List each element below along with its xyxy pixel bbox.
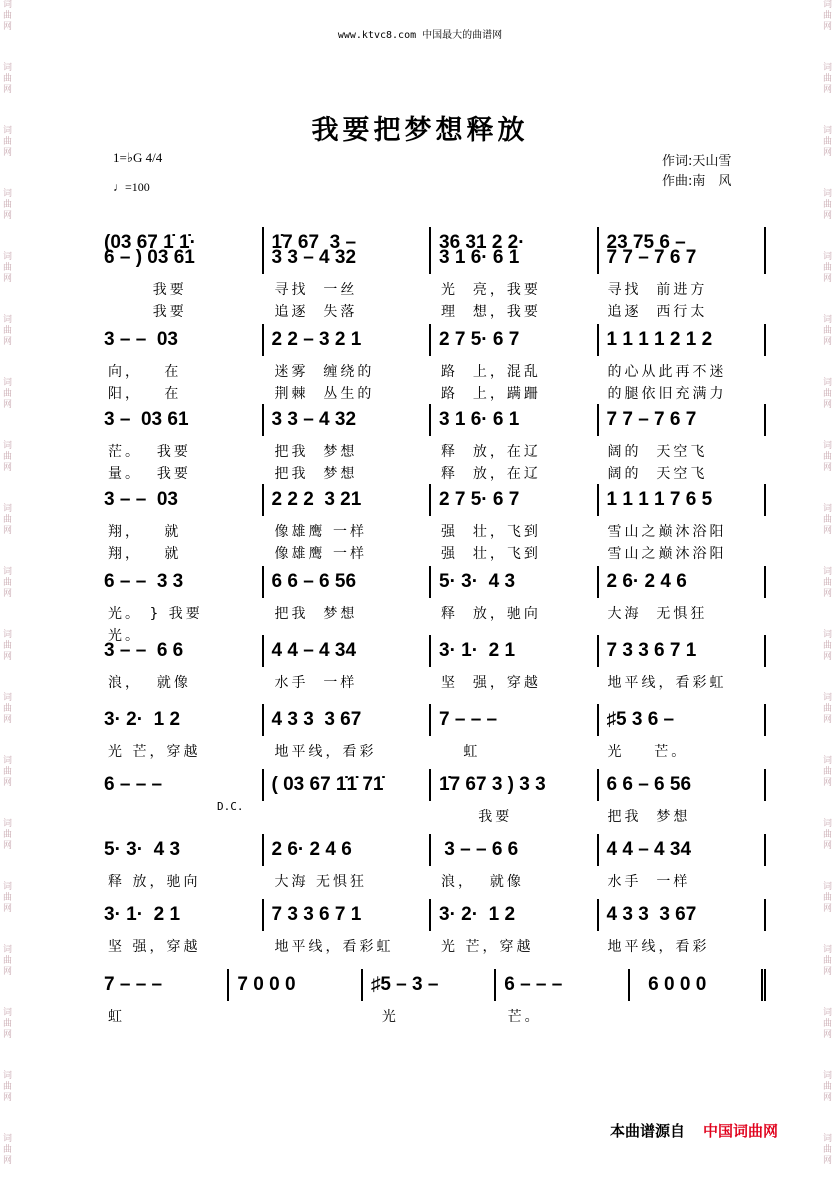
lyric-segment: 翔， 就 — [108, 546, 182, 562]
lyric-segment: 水手 一样 — [607, 874, 691, 890]
watermark-text: 词曲网 — [3, 189, 13, 221]
lyric-line — [100, 279, 766, 301]
watermark-text: 词曲网 — [3, 504, 13, 536]
watermark-text: 词曲网 — [823, 1071, 833, 1103]
measure: 7 3 3 6 7 1 — [599, 635, 767, 667]
lyric-segment: 的腿依旧充满力 — [607, 386, 727, 402]
measure: ( 03 67 1̇1̇ 71̇ — [264, 769, 432, 801]
watermark-text: 词曲网 — [3, 756, 13, 788]
lyric-segment: 的心从此再不迷 — [607, 364, 727, 380]
watermark-left — [3, 0, 17, 1197]
watermark-text: 词曲网 — [823, 819, 833, 851]
footer-source-label: 本曲谱源自 — [610, 1122, 686, 1140]
watermark-text: 词曲网 — [823, 252, 833, 284]
lyric-segment: 把我 梦想 — [274, 606, 358, 622]
watermark-text: 词曲网 — [823, 63, 833, 95]
watermark-text: 词曲网 — [3, 252, 13, 284]
music-system — [100, 636, 766, 694]
lyric-segment: 坚 强，穿越 — [441, 675, 541, 691]
lyric-segment: 把我 梦想 — [607, 809, 691, 825]
lyric-segment: 阔的 天空飞 — [607, 466, 708, 482]
music-system — [100, 243, 766, 323]
measure: 2 7 5· 6 7 — [431, 484, 599, 516]
measure: 6 6 – 6 56 — [599, 769, 767, 801]
lyric-segment: 地平线，看彩虹 — [274, 939, 394, 955]
lyric-segment: 坚 强，穿越 — [108, 939, 201, 955]
lyric-segment: 路 上，蹒跚 — [441, 386, 541, 402]
measure: 3 – – 03 — [100, 484, 264, 516]
lyric-segment: 光 — [374, 1009, 399, 1025]
music-system — [100, 485, 766, 565]
measure: 4 4 – 4 34 — [599, 834, 767, 866]
measure: 3 – – 03 — [100, 324, 264, 356]
site-header: www.ktvc8.com 中国最大的曲谱网 — [337, 30, 503, 41]
measure: 36 31 2 2· — [431, 227, 599, 259]
measure: 6 0 0 0 — [630, 969, 766, 1001]
lyric-line — [100, 521, 766, 543]
measure: 6 – – 3 3 — [100, 566, 264, 598]
lyric-segment: 把我 梦想 — [274, 466, 358, 482]
lyric-segment: 地平线，看彩虹 — [607, 675, 727, 691]
watermark-text: 词曲网 — [823, 378, 833, 410]
music-system — [100, 770, 766, 828]
lyric-segment: 理 想，我要 — [441, 304, 541, 320]
notes-row — [100, 900, 766, 930]
lyric-segment: 释 放，在辽 — [441, 466, 541, 482]
watermark-text: 词曲网 — [3, 819, 13, 851]
lyric-segment: 释 放，驰向 — [441, 606, 541, 622]
watermark-text: 词曲网 — [823, 1008, 833, 1040]
measure: 1 1 1 1 7 6 5 — [599, 484, 767, 516]
watermark-text: 词曲网 — [3, 1008, 13, 1040]
watermark-text: 词曲网 — [823, 0, 833, 32]
notes-row — [100, 970, 766, 1000]
lyricist: 作词:天山雪 — [662, 154, 732, 169]
watermark-text: 词曲网 — [823, 441, 833, 473]
notes-row — [100, 485, 766, 515]
key-signature: 1=♭G 4/4 — [113, 150, 163, 165]
measure: 6 – – – — [496, 969, 629, 1001]
measure: ♯5 – 3 – — [363, 969, 496, 1001]
lyric-segment — [233, 1006, 366, 1028]
notes-row — [100, 705, 766, 735]
lyric-segment: 我要 — [108, 304, 187, 320]
lyric-segment: 释 放，在辽 — [441, 444, 541, 460]
measure: 3 1 6· 6 1 — [431, 404, 599, 436]
measure: 2 2 2 3 21 — [264, 484, 432, 516]
watermark-text: 词曲网 — [823, 882, 833, 914]
measure: 3 3 – 4 32 — [264, 242, 432, 274]
watermark-text: 词曲网 — [3, 441, 13, 473]
watermark-text: 词曲网 — [3, 1134, 13, 1166]
measure: 4 4 – 4 34 — [264, 635, 432, 667]
notes-row — [100, 243, 766, 273]
lyric-segment: 阳， 在 — [108, 386, 182, 402]
measure: ♯5 3 6 – — [599, 704, 767, 736]
measure: 6 6 – 6 56 — [264, 566, 432, 598]
notes-row — [100, 405, 766, 435]
watermark-text: 词曲网 — [3, 0, 13, 32]
lyric-segment: 释 放，驰向 — [108, 874, 201, 890]
lyric-segment: 茫。 我要 — [108, 444, 191, 460]
notes-row — [100, 636, 766, 666]
lyric-line — [100, 806, 766, 828]
footer-site-name: 中国词曲网 — [703, 1122, 779, 1140]
lyric-segment: 光。 } 我要 — [108, 606, 203, 622]
measure: 2 7 5· 6 7 — [431, 324, 599, 356]
measure: 3 – – 6 6 — [100, 635, 264, 667]
watermark-text: 词曲网 — [3, 126, 13, 158]
music-system — [100, 325, 766, 405]
measure: 1̇7 67 3 ) 3 3 — [431, 769, 599, 801]
lyric-segment: 大海 无惧狂 — [607, 606, 708, 622]
lyric-segment: 寻找 前进方 — [607, 282, 708, 298]
lyric-segment: 寻找 一丝 — [274, 282, 358, 298]
lyric-segment: 荆棘 丛生的 — [274, 386, 375, 402]
music-system — [100, 405, 766, 485]
notes-row — [100, 567, 766, 597]
watermark-right — [823, 0, 837, 1197]
lyric-segment: 阔的 天空飞 — [607, 444, 708, 460]
measure: 7 0 0 0 — [229, 969, 362, 1001]
credits — [662, 152, 731, 192]
measure: 4 3 3 3 67 — [599, 899, 767, 931]
watermark-text: 词曲网 — [823, 189, 833, 221]
lyric-line — [100, 672, 766, 694]
lyric-segment: 像雄鹰 一样 — [274, 546, 367, 562]
measure: 6 – ) 03 61 — [100, 242, 264, 274]
watermark-text: 词曲网 — [3, 945, 13, 977]
notes-row — [100, 770, 766, 800]
lyric-line — [100, 383, 766, 405]
lyric-segment — [633, 1006, 766, 1028]
footer — [610, 1120, 778, 1141]
composer: 作曲:南 风 — [662, 174, 732, 189]
measure: 7 – – – — [100, 969, 229, 1001]
music-system — [100, 900, 766, 958]
watermark-text: 词曲网 — [3, 315, 13, 347]
measure: 3· 1· 2 1 — [431, 635, 599, 667]
lyric-segment: 浪， 就像 — [441, 874, 524, 890]
lyric-segment: 我要 — [108, 282, 187, 298]
lyric-line — [100, 936, 766, 958]
lyric-line — [100, 361, 766, 383]
measure: 3· 1· 2 1 — [100, 899, 264, 931]
lyric-segment: 地平线，看彩 — [274, 744, 377, 760]
measure: 6 – – – — [100, 769, 264, 801]
watermark-text: 词曲网 — [823, 693, 833, 725]
lyric-segment: 芒。 — [507, 1009, 542, 1025]
lyric-segment: 雪山之巅沐浴阳 — [607, 524, 727, 540]
lyric-segment: 雪山之巅沐浴阳 — [607, 546, 727, 562]
measure: 1 1 1 1 2 1 2 — [599, 324, 767, 356]
watermark-text: 词曲网 — [3, 63, 13, 95]
lyric-segment: 光 芒，穿越 — [441, 939, 534, 955]
lyric-line — [100, 463, 766, 485]
lyric-segment — [267, 806, 434, 828]
measure: 2 6· 2 4 6 — [264, 834, 432, 866]
notes-row — [100, 325, 766, 355]
dc-mark: D.C. — [217, 800, 244, 813]
lyric-segment: 地平线，看彩 — [607, 939, 710, 955]
lyric-segment: 虹 — [441, 744, 481, 760]
watermark-text: 词曲网 — [823, 756, 833, 788]
lyric-segment: 向， 在 — [108, 364, 182, 380]
lyric-segment: 光 芒，穿越 — [108, 744, 201, 760]
lyric-segment: 强 壮，飞到 — [441, 524, 541, 540]
watermark-text: 词曲网 — [3, 378, 13, 410]
measure: 7 7 – 7 6 7 — [599, 404, 767, 436]
tempo-marking: ♩=100 — [113, 180, 150, 194]
watermark-text: 词曲网 — [3, 630, 13, 662]
lyric-segment: 像雄鹰 一样 — [274, 524, 367, 540]
lyric-line — [100, 1006, 766, 1028]
lyric-line — [100, 543, 766, 565]
measure: 3 1 6· 6 1 — [431, 242, 599, 274]
lyric-line — [100, 741, 766, 763]
lyric-segment: 强 壮，飞到 — [441, 546, 541, 562]
measure: 5· 3· 4 3 — [100, 834, 264, 866]
measure: 5· 3· 4 3 — [431, 566, 599, 598]
lyric-segment: 追逐 失落 — [274, 304, 358, 320]
lyric-line — [100, 603, 766, 625]
music-system — [100, 705, 766, 763]
lyric-segment: 迷雾 缠绕的 — [274, 364, 375, 380]
measure: 23 75 6 – — [599, 227, 767, 259]
measure: 3 3 – 4 32 — [264, 404, 432, 436]
notes-row — [100, 835, 766, 865]
watermark-text: 词曲网 — [3, 882, 13, 914]
measure: 3 – 03 61 — [100, 404, 264, 436]
lyric-line — [100, 301, 766, 323]
lyric-line — [100, 871, 766, 893]
watermark-text: 词曲网 — [3, 1071, 13, 1103]
lyric-segment: 光 芒。 — [607, 744, 689, 760]
measure: 2 6· 2 4 6 — [599, 566, 767, 598]
lyric-segment: 光 亮，我要 — [441, 282, 541, 298]
measure: 7 7 – 7 6 7 — [599, 242, 767, 274]
lyric-segment: 虹 — [108, 1009, 125, 1025]
measure: 3· 2· 1 2 — [100, 704, 264, 736]
lyric-segment: 水手 一样 — [274, 675, 358, 691]
lyric-segment: 追逐 西行太 — [607, 304, 708, 320]
measure: (03 67 1̇ 1̇· — [100, 227, 264, 259]
measure: 1̇7 67 3 – — [264, 227, 432, 259]
lyric-segment: 翔， 就 — [108, 524, 182, 540]
watermark-text: 词曲网 — [823, 1134, 833, 1166]
music-system — [100, 835, 766, 893]
lyric-segment: 我要 — [441, 809, 513, 825]
lyric-line — [100, 441, 766, 463]
lyric-segment: 大海 无惧狂 — [274, 874, 367, 890]
measure: 4 3 3 3 67 — [264, 704, 432, 736]
watermark-text: 词曲网 — [3, 693, 13, 725]
lyric-segment: 光。 — [108, 628, 142, 644]
measure: 3 – – 6 6 — [431, 834, 599, 866]
lyric-segment: 把我 梦想 — [274, 444, 358, 460]
watermark-text: 词曲网 — [823, 567, 833, 599]
lyric-segment: 浪， 就像 — [108, 675, 191, 691]
watermark-text: 词曲网 — [823, 315, 833, 347]
watermark-text: 词曲网 — [823, 630, 833, 662]
measure: 7 – – – — [431, 704, 599, 736]
music-system — [100, 970, 766, 1028]
song-title: 我要把梦想释放 — [311, 115, 529, 146]
lyric-segment: 量。 我要 — [108, 466, 191, 482]
measure: 3· 2· 1 2 — [431, 899, 599, 931]
lyric-segment: 路 上，混乱 — [441, 364, 541, 380]
measure: 7 3 3 6 7 1 — [264, 899, 432, 931]
measure: 2 2 – 3 2 1 — [264, 324, 432, 356]
watermark-text: 词曲网 — [823, 945, 833, 977]
watermark-text: 词曲网 — [823, 126, 833, 158]
watermark-text: 词曲网 — [3, 567, 13, 599]
watermark-text: 词曲网 — [823, 504, 833, 536]
